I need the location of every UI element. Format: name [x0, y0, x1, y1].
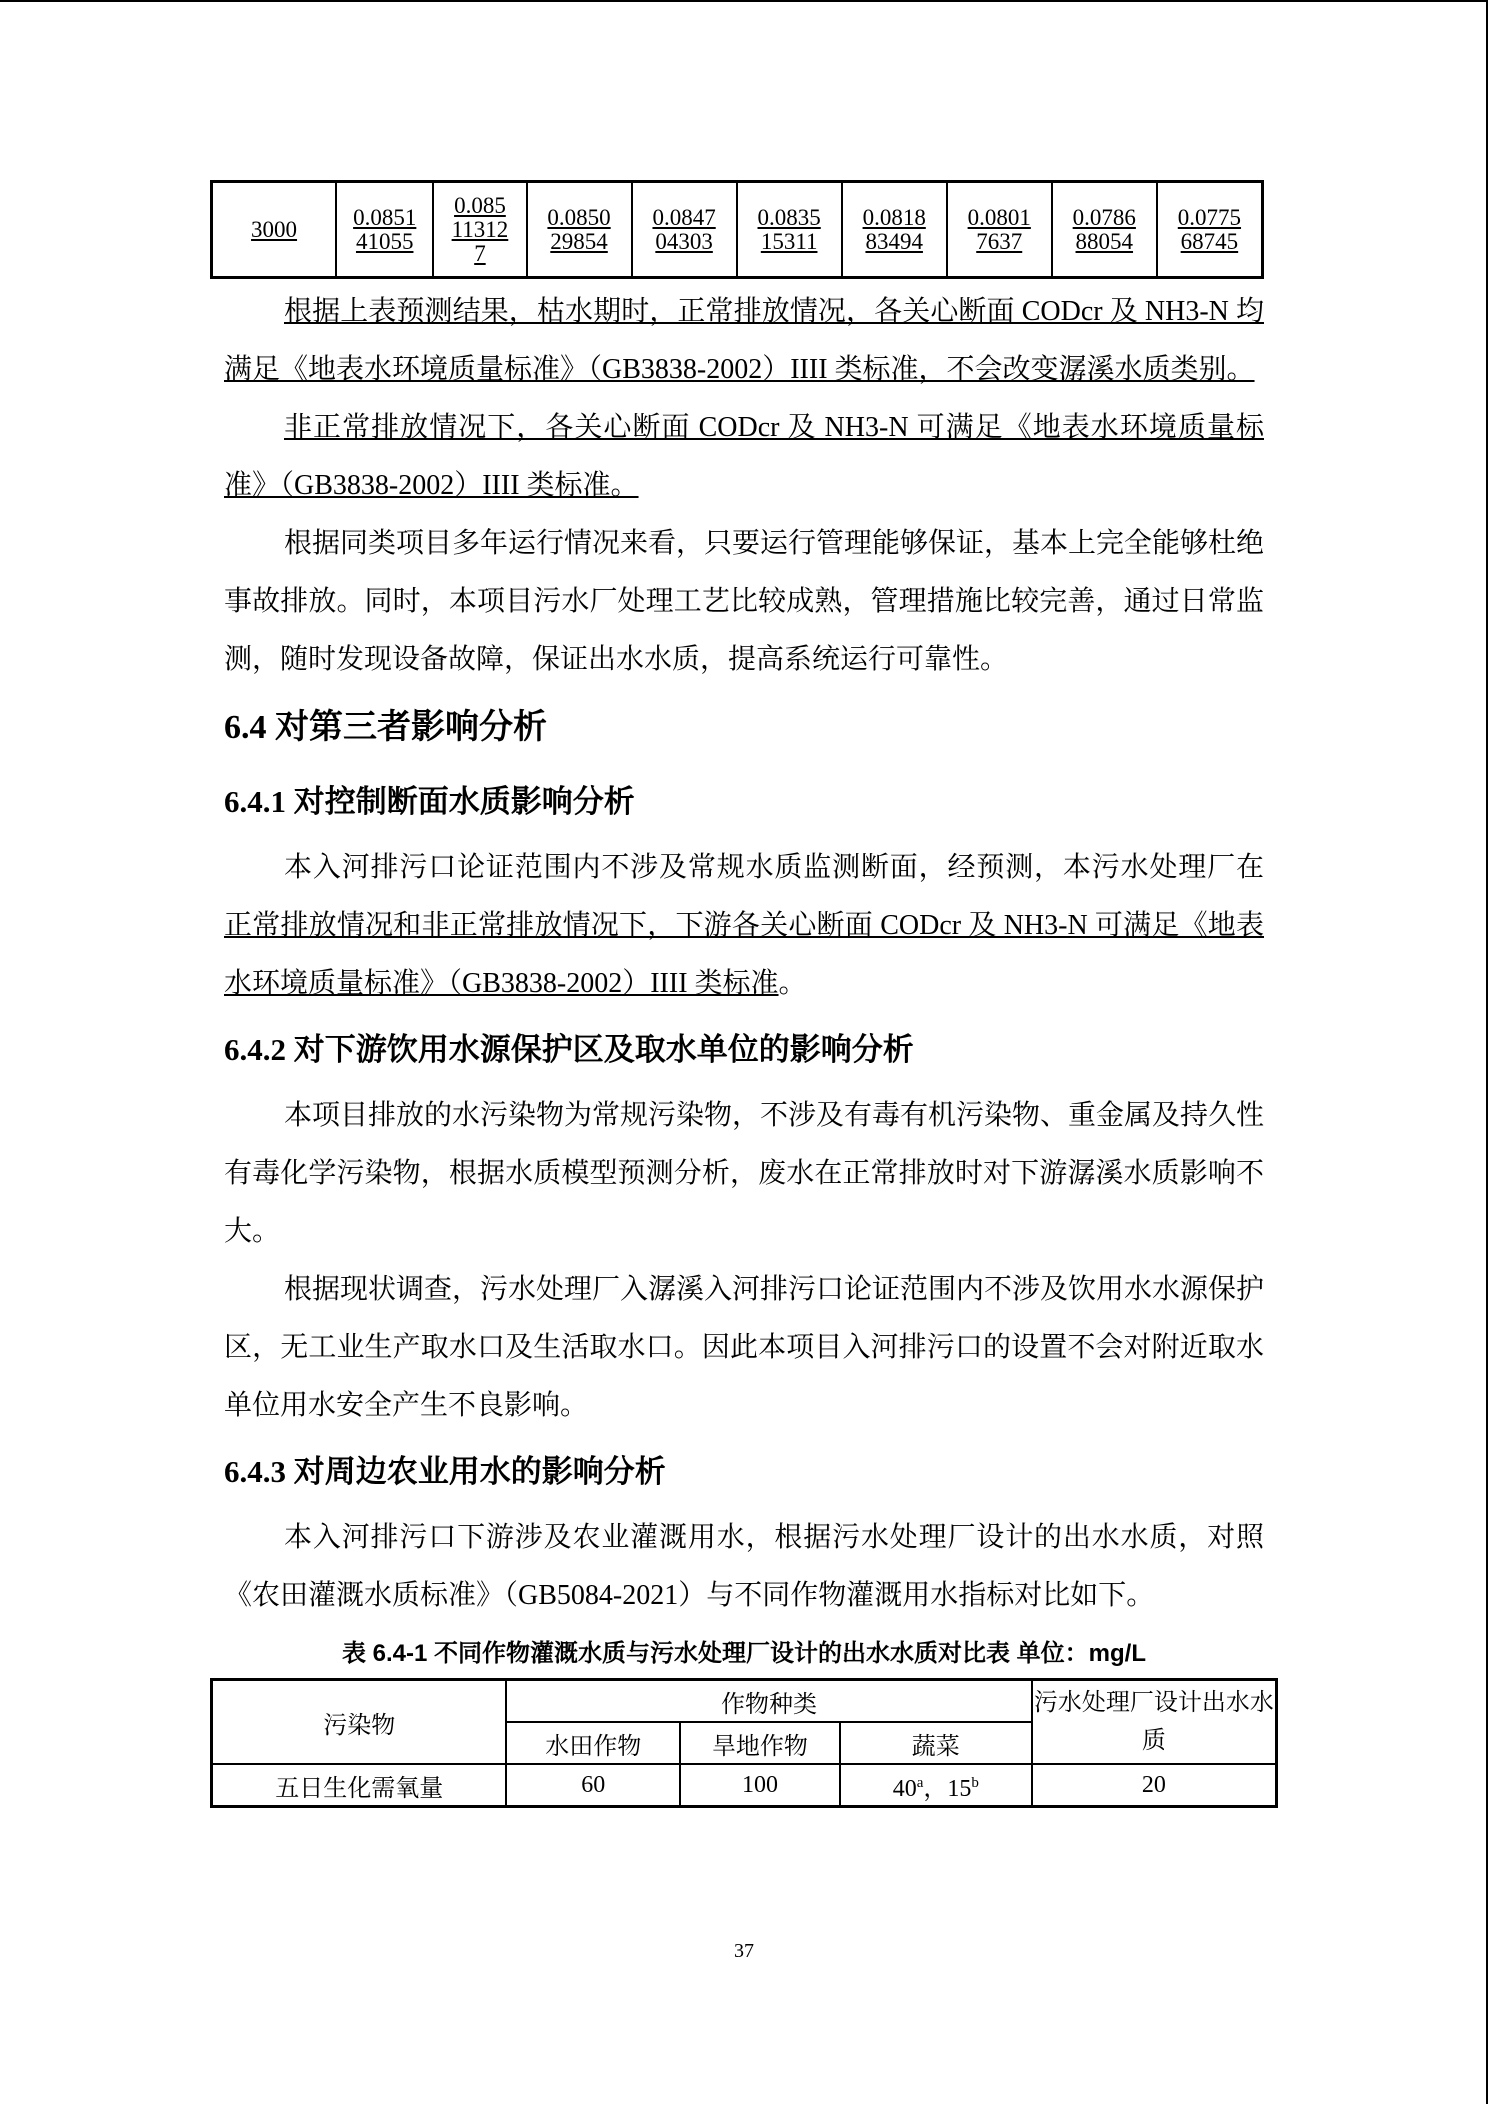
table-cell: 3000 — [212, 182, 337, 278]
page-content — [224, 180, 1274, 1808]
table-row — [212, 182, 1263, 278]
paragraph-operation: 根据同类项目多年运行情况来看，只要运行管理能够保证，基本上完全能够杜绝事故排放。同时，本项目污水厂处理工艺比较成熟，管理措施比较完善，通过日常监测，随时发现设备故障，保证出水水质，提高系统运行可靠性。 — [224, 528, 1265, 675]
header-plant-effluent: 污水处理厂设计出水水质 — [1032, 1680, 1277, 1765]
table-cell: 0.0850 29854 — [527, 182, 632, 278]
paragraph-abnormal-discharge: 非正常排放情况下，各关心断面 CODcr 及 NH3-N 可满足《地表水环境质量标准》（GB3838-2002）IIII 类标准。 — [224, 412, 1264, 501]
prediction-table-fragment — [210, 180, 1264, 279]
paragraph-prediction-result: 根据上表预测结果，枯水期时，正常排放情况，各关心断面 CODcr 及 NH3-N 均满足《地表水环境质量标准》（GB3838-2002）IIII 类标准，不会改变潺溪水质类别。 — [224, 296, 1264, 385]
table-cell: 0.0801 7637 — [947, 182, 1052, 278]
irrigation-comparison-table — [210, 1678, 1278, 1808]
paragraph-control-section: 本入河排污口论证范围内不涉及常规水质监测断面，经预测，本污水处理厂在正常排放情况和非正常排放情况下，下游各关心断面 CODcr 及 NH3-N 可满足《地表水环境质量标准》（GB3838-2002）IIII 类标准。 — [224, 852, 1264, 999]
table-cell: 0.085 11312 7 — [433, 182, 526, 278]
table-cell: 0.0786 88054 — [1052, 182, 1157, 278]
table-cell: 0.0847 04303 — [632, 182, 737, 278]
page-number: 37 — [734, 1940, 754, 1962]
cell-dry-value: 100 — [680, 1764, 840, 1807]
top-border — [0, 0, 1488, 2]
header-vegetable: 蔬菜 — [840, 1722, 1032, 1764]
heading-6-4-3: 6.4.3 对周边农业用水的影响分析 — [224, 1454, 666, 1489]
header-paddy: 水田作物 — [506, 1722, 680, 1764]
table-row — [212, 1764, 1277, 1807]
table-cell: 0.0851 41055 — [336, 182, 433, 278]
table-cell: 0.0818 83494 — [842, 182, 947, 278]
heading-6-4: 6.4 对第三者影响分析 — [224, 709, 547, 746]
paragraph-survey: 根据现状调查，污水处理厂入潺溪入河排污口论证范围内不涉及饮用水水源保护区，无工业生产取水口及生活取水口。因此本项目入河排污口的设置不会对附近取水单位用水安全产生不良影响。 — [224, 1274, 1265, 1421]
header-crop-type: 作物种类 — [506, 1680, 1031, 1723]
paragraph-agriculture: 本入河排污口下游涉及农业灌溉用水，根据污水处理厂设计的出水水质，对照《农田灌溉水质标准》（GB5084-2021）与不同作物灌溉用水指标对比如下。 — [224, 1522, 1264, 1611]
header-dry-land: 旱地作物 — [680, 1722, 840, 1764]
cell-paddy-value: 60 — [506, 1764, 680, 1807]
cell-plant-value: 20 — [1032, 1764, 1277, 1807]
table-cell: 0.0835 15311 — [737, 182, 842, 278]
table-row — [212, 1680, 1277, 1723]
header-pollutant: 污染物 — [212, 1680, 507, 1765]
heading-6-4-1: 6.4.1 对控制断面水质影响分析 — [224, 784, 635, 819]
heading-6-4-2: 6.4.2 对下游饮用水源保护区及取水单位的影响分析 — [224, 1032, 914, 1067]
cell-vegetable-value: 40$^a$，15$^b$ — [840, 1764, 1032, 1807]
cell-pollutant-name: 五日生化需氧量 — [212, 1764, 507, 1807]
table-caption: 表 6.4-1 不同作物灌溉水质与污水处理厂设计的出水水质对比表 单位：mg/L — [341, 1640, 1147, 1667]
paragraph-pollutants: 本项目排放的水污染物为常规污染物，不涉及有毒有机污染物、重金属及持久性有毒化学污染物，根据水质模型预测分析，废水在正常排放时对下游潺溪水质影响不大。 — [224, 1100, 1265, 1247]
table-cell: 0.0775 68745 — [1157, 182, 1263, 278]
